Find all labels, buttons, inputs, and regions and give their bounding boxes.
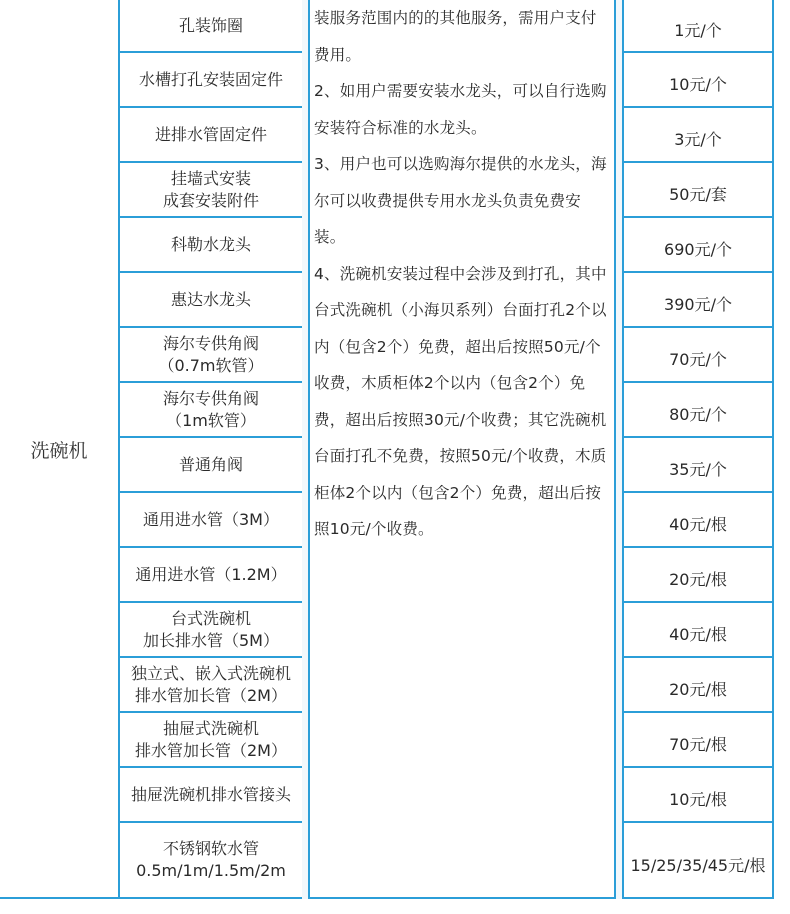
price-cell bbox=[622, 493, 772, 548]
item-label-line: 海尔专供角阀 bbox=[162, 333, 259, 353]
price-value: 690元/个 bbox=[664, 240, 732, 259]
item-label-line: 加长排水管（5M） bbox=[143, 630, 279, 650]
price-cell bbox=[622, 548, 772, 603]
price-value: 80元/个 bbox=[669, 405, 727, 424]
note-paragraph: 3、用户也可以选购海尔提供的水龙头，海尔可以收费提供专用水龙头负责免费安装。 bbox=[314, 155, 607, 246]
price-cell bbox=[622, 328, 772, 383]
price-cell bbox=[622, 273, 772, 328]
price-cell bbox=[622, 218, 772, 273]
item-label-line: 通用进水管（1.2M） bbox=[135, 564, 287, 584]
item-label-line: 挂墙式安装 bbox=[170, 168, 251, 188]
price-value: 70元/个 bbox=[669, 350, 727, 369]
price-value: 390元/个 bbox=[664, 295, 732, 314]
item-cell bbox=[120, 438, 302, 493]
notes-column bbox=[308, 0, 616, 899]
item-cell bbox=[120, 713, 302, 768]
item-label-line: （0.7m软管） bbox=[158, 355, 264, 375]
price-cell bbox=[622, 823, 772, 899]
category-cell: 洗碗机 bbox=[0, 0, 120, 899]
item-label-line: 不锈钢软水管 bbox=[162, 839, 259, 858]
item-label-line: 抽屉洗碗机排水管接头 bbox=[130, 784, 291, 804]
item-cell bbox=[120, 823, 302, 899]
price-value: 20元/根 bbox=[669, 680, 727, 699]
price-value: 70元/根 bbox=[669, 735, 727, 754]
item-cell bbox=[120, 548, 302, 603]
price-cell bbox=[622, 768, 772, 823]
item-cell bbox=[120, 768, 302, 823]
price-value: 3元/个 bbox=[674, 130, 722, 149]
price-value: 1元/个 bbox=[674, 21, 722, 40]
item-label-line: 进排水管固定件 bbox=[154, 124, 267, 144]
price-cell bbox=[622, 163, 772, 218]
item-cell bbox=[120, 328, 302, 383]
item-label-line: 排水管加长管（2M） bbox=[135, 740, 287, 760]
item-cell bbox=[120, 383, 302, 438]
item-cell bbox=[120, 0, 302, 53]
price-cell bbox=[622, 53, 772, 108]
item-label-line: 孔装饰圈 bbox=[178, 15, 243, 35]
price-value: 15/25/35/45元/根 bbox=[630, 855, 766, 875]
item-cell bbox=[120, 163, 302, 218]
item-cell bbox=[120, 273, 302, 328]
item-cell bbox=[120, 493, 302, 548]
note-paragraph: 装服务范围内的的其他服务，需用户支付费用。 bbox=[314, 9, 597, 64]
price-cell bbox=[622, 713, 772, 768]
price-cell bbox=[622, 383, 772, 438]
item-label-line: 排水管加长管（2M） bbox=[135, 685, 287, 705]
item-label-line: 通用进水管（3M） bbox=[143, 509, 279, 529]
item-label-line: 惠达水龙头 bbox=[170, 289, 251, 309]
item-label-line: 科勒水龙头 bbox=[170, 234, 251, 254]
note-paragraph: 2、如用户需要安装水龙头，可以自行选购安装符合标准的水龙头。 bbox=[314, 82, 607, 137]
price-cell bbox=[622, 438, 772, 493]
item-label-line: 成套安装附件 bbox=[162, 190, 259, 210]
item-label-line: 海尔专供角阀 bbox=[162, 388, 259, 408]
price-cell bbox=[622, 108, 772, 163]
item-label-line: 台式洗碗机 bbox=[170, 608, 251, 628]
price-value: 20元/根 bbox=[669, 570, 727, 589]
price-value: 40元/根 bbox=[669, 625, 727, 644]
right-margin bbox=[774, 0, 790, 914]
price-cell bbox=[622, 658, 772, 713]
item-label-line: （1m软管） bbox=[166, 410, 256, 430]
item-cell bbox=[120, 603, 302, 658]
item-cell bbox=[120, 218, 302, 273]
note-paragraph: 4、洗碗机安装过程中会涉及到打孔，其中台式洗碗机（小海贝系列）台面打孔2个以内（包含2个）免费，超出后按照50元/个收费，木质柜体2个以内（包含2个）免费，超出后按照30元/个收费；其它洗碗机台面打孔不免费，按照50元/个收费，木质柜体2个以内（包含2个）免费，超出后按照10元/个收费。 bbox=[314, 264, 607, 538]
item-label-line: 独立式、嵌入式洗碗机 bbox=[130, 663, 291, 683]
price-value: 35元/个 bbox=[669, 460, 727, 479]
item-cell bbox=[120, 108, 302, 163]
item-cell bbox=[120, 658, 302, 713]
item-label-line: 抽屉式洗碗机 bbox=[162, 718, 259, 738]
price-cell bbox=[622, 0, 772, 53]
price-value: 50元/套 bbox=[669, 185, 727, 204]
item-cell bbox=[120, 53, 302, 108]
item-label-line: 普通角阀 bbox=[178, 454, 243, 474]
price-value: 10元/个 bbox=[669, 75, 727, 94]
item-label-line: 水槽打孔安装固定件 bbox=[138, 69, 283, 89]
price-value: 10元/根 bbox=[669, 790, 727, 809]
item-label-line: 0.5m/1m/1.5m/2m bbox=[136, 861, 286, 880]
price-cell bbox=[622, 603, 772, 658]
price-value: 40元/根 bbox=[669, 515, 727, 534]
